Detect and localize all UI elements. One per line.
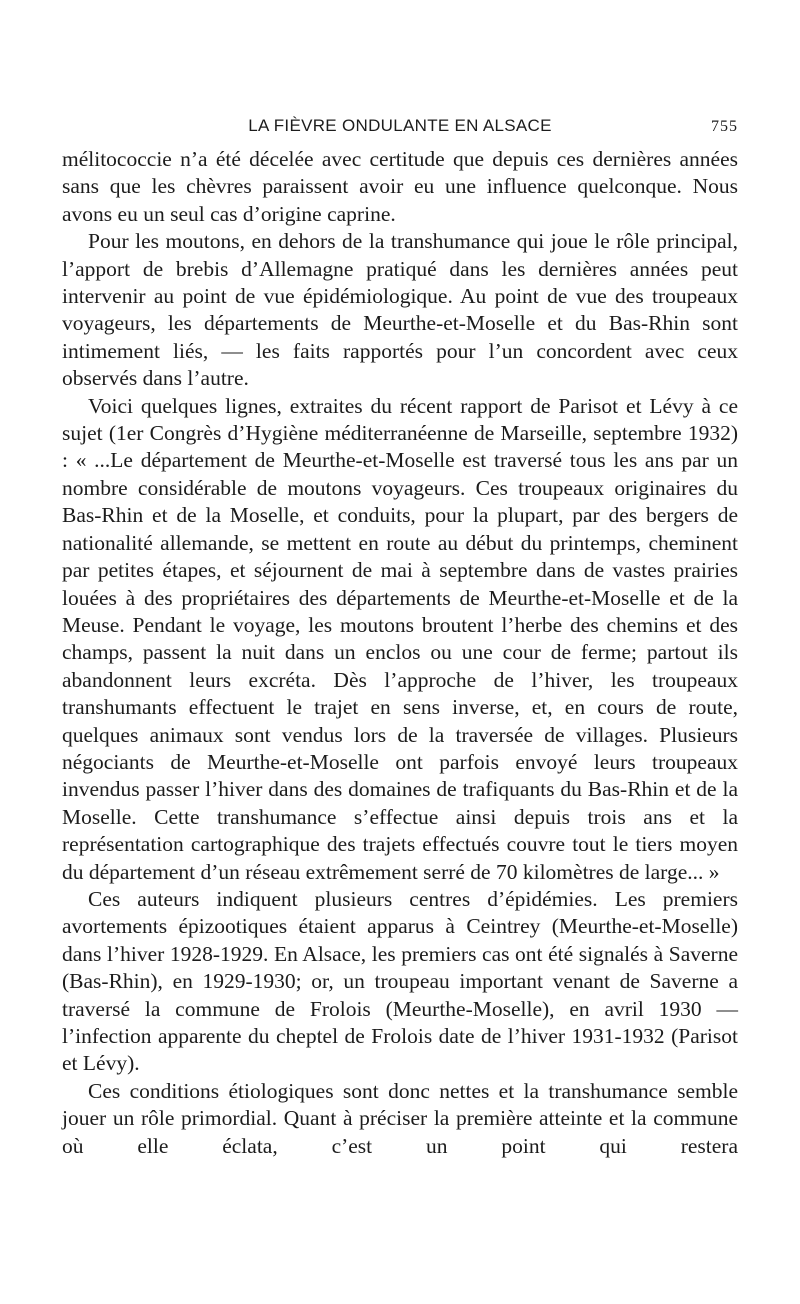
body-text: [62, 146, 738, 1160]
paragraph-2: Pour les moutons, en dehors de la transhumance qui joue le rôle principal, l’apport de brebis d’Allemagne pratiqué dans les dernières années peut intervenir au point de vue épidémiologique. Au point de vue des troupeaux voyageurs, les départements de Meurthe-et-Moselle et du Bas-Rhin sont intimement liés, — les faits rapportés pour l’un concordent avec ceux observés dans l’autre.: [62, 229, 738, 391]
paragraph-4: Ces auteurs indiquent plusieurs centres d’épidémies. Les premiers avortements épizootiques étaient apparus à Ceintrey (Meurthe-et-Moselle) dans l’hiver 1928-1929. En Alsace, les premiers cas ont été signalés à Saverne (Bas-Rhin), en 1929-1930; or, un troupeau important venant de Saverne a traversé la commune de Frolois (Meurthe-Moselle), en avril 1930 — l’infection apparente du cheptel de Frolois date de l’hiver 1931-1932 (Parisot et Lévy).: [62, 886, 738, 1076]
paragraph-3: Voici quelques lignes, extraites du récent rapport de Parisot et Lévy à ce sujet (1er Congrès d’Hygiène méditerranéenne de Marseille, septembre 1932) : « ...Le département de Meurthe-et-Moselle est traversé tous les ans par un nombre considérable de moutons voyageurs. Ces troupeaux originaires du Bas-Rhin et de la Moselle, et conduits, pour la plupart, par des bergers de nationalité allemande, se mettent en route au début du printemps, cheminent par petites étapes, et séjournent de mai à septembre dans de vastes prairies louées à des propriétaires des départements de Meurthe-et-Moselle et de la Meuse. Pendant le voyage, les moutons broutent l’herbe des chemins et des champs, passent la nuit dans un enclos ou une cour de ferme; partout ils abandonnent leurs excréta. Dès l’approche de l’hiver, les troupeaux transhumants effectuent le trajet en sens inverse, et, en cours de route, quelques animaux sont vendus lors de la traversée de villages. Plusieurs négociants de Meurthe-et-Moselle ont parfois envoyé leurs troupeaux invendus passer l’hiver dans des domaines de trafiquants du Bas-Rhin et de la Moselle. Cette transhumance s’effectue ainsi depuis trois ans et la représentation cartographique des trajets effectués couvre tout le tiers moyen du département d’un réseau extrêmement serré de 70 kilomètres de large... »: [62, 393, 738, 884]
page-number: 755: [711, 118, 738, 135]
paragraph-5: Ces conditions étiologiques sont donc nettes et la transhumance semble jouer un rôle primordial. Quant à préciser la première atteinte et la commune où elle éclata, c’est un point qui restera: [62, 1078, 738, 1158]
paragraph-1: mélitococcie n’a été décelée avec certitude que depuis ces dernières années sans que les chèvres paraissent avoir eu une influence quelconque. Nous avons eu un seul cas d’origine caprine.: [62, 147, 738, 226]
running-header: [62, 112, 738, 146]
running-title: LA FIÈVRE ONDULANTE EN ALSACE: [248, 116, 552, 135]
document-page: [62, 112, 738, 1160]
